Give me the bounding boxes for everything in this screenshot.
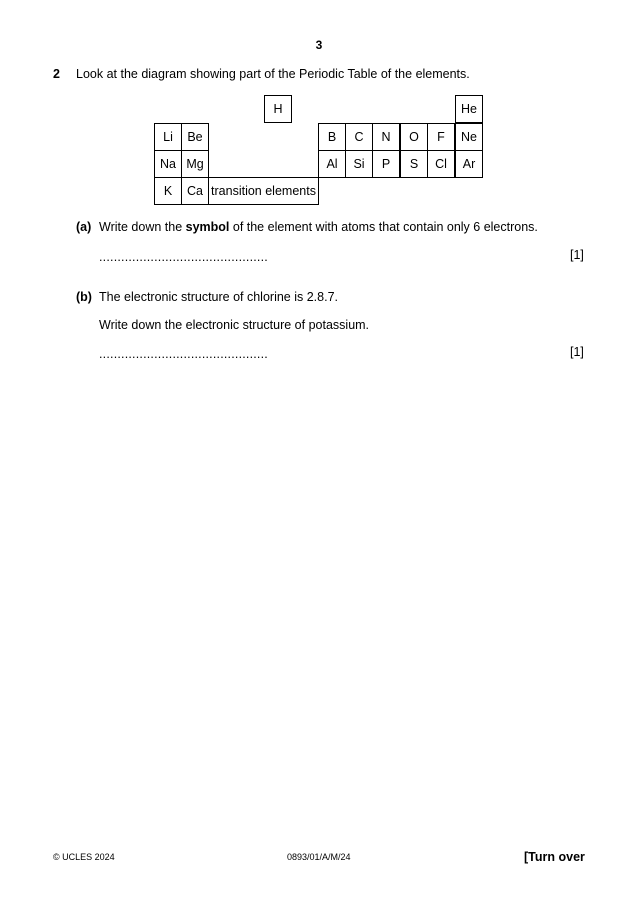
part-b-line2: Write down the electronic structure of potassium. xyxy=(99,318,370,332)
part-b-line1: The electronic structure of chlorine is 2.8.7. xyxy=(99,290,339,304)
element-cell-Cl: Cl xyxy=(427,150,455,178)
part-a-label: (a) xyxy=(76,220,92,234)
question-number: 2 xyxy=(53,67,60,81)
element-cell-He: He xyxy=(455,95,483,123)
element-cell-H: H xyxy=(264,95,292,123)
footer-turn-over: [Turn over xyxy=(524,850,585,864)
page-number: 3 xyxy=(315,38,323,52)
element-cell-S: S xyxy=(400,150,428,178)
element-cell-O: O xyxy=(400,123,428,151)
part-b-label: (b) xyxy=(76,290,92,304)
element-cell-C: C xyxy=(345,123,373,151)
element-cell-Mg: Mg xyxy=(181,150,209,178)
element-cell-B: B xyxy=(318,123,346,151)
mark-a: [1] xyxy=(570,248,584,262)
part-a-text xyxy=(99,220,538,234)
element-cell-P: P xyxy=(372,150,400,178)
element-cell-Li: Li xyxy=(154,123,182,151)
part-a-text-end: of the element with atoms that contain only 6 electrons. xyxy=(229,220,538,234)
element-cell-Ne: Ne xyxy=(455,123,483,151)
mark-b: [1] xyxy=(570,345,584,359)
element-cell-Be: Be xyxy=(181,123,209,151)
element-cell-K: K xyxy=(154,177,182,205)
footer-copyright: © UCLES 2024 xyxy=(53,852,115,862)
part-a-text-start: Write down the xyxy=(99,220,186,234)
transition-elements-cell: transition elements xyxy=(208,177,319,205)
answer-line-a[interactable]: .............................................. xyxy=(99,250,268,264)
part-a-bold-word: symbol xyxy=(185,220,230,234)
element-cell-Al: Al xyxy=(318,150,346,178)
element-cell-Na: Na xyxy=(154,150,182,178)
element-cell-Ar: Ar xyxy=(455,150,483,178)
answer-line-b[interactable]: .............................................. xyxy=(99,347,268,361)
question-stem: Look at the diagram showing part of the Periodic Table of the elements. xyxy=(76,67,470,81)
element-cell-F: F xyxy=(427,123,455,151)
element-cell-N: N xyxy=(372,123,400,151)
footer-code: 0893/01/A/M/24 xyxy=(287,852,351,862)
element-cell-Ca: Ca xyxy=(181,177,209,205)
element-cell-Si: Si xyxy=(345,150,373,178)
